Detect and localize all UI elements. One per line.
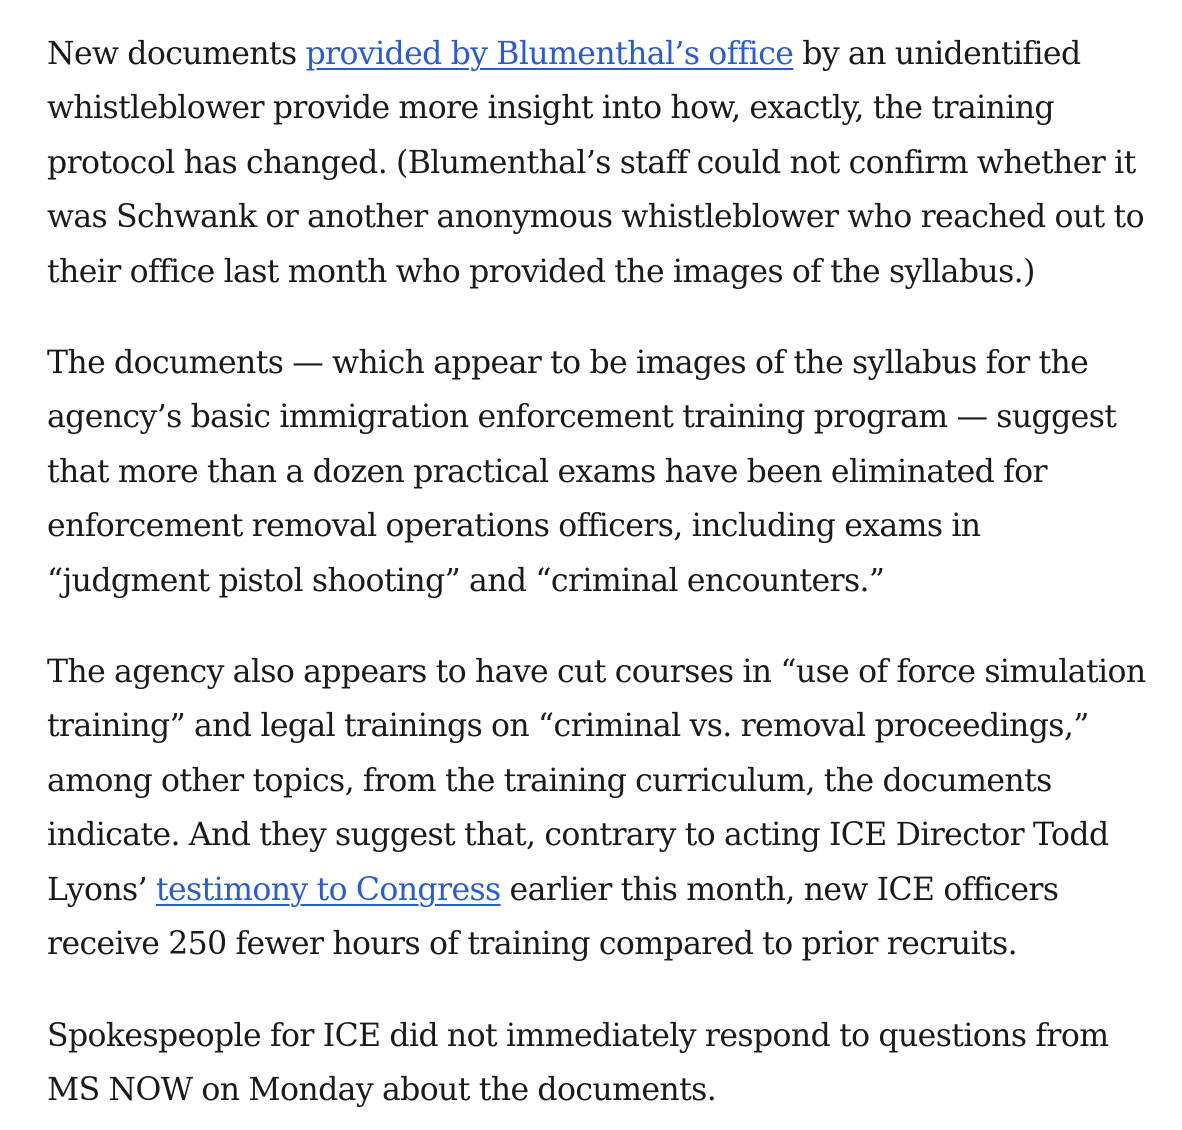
text-line: training” and legal trainings on “criminal vs. removal proceedings,” <box>47 708 1089 745</box>
text-line: Lyons’ testimony to Congress earlier this month, new ICE officers <box>47 871 1059 908</box>
text-line: that more than a dozen practical exams have been eliminated for <box>47 453 1047 490</box>
text-line: receive 250 fewer hours of training compared to prior recruits. <box>47 926 1017 963</box>
text-line: agency’s basic immigration enforcement training program — suggest <box>47 399 1117 436</box>
text-line: New documents provided by Blumenthal’s office by an unidentified <box>47 36 1081 72</box>
paragraph-new-documents <box>47 27 1172 299</box>
text-line: was Schwank or another anonymous whistleblower who reached out to <box>47 199 1144 236</box>
text-line: whistleblower provide more insight into how, exactly, the training <box>47 90 1054 127</box>
text-line: their office last month who provided the images of the syllabus.) <box>47 253 1035 290</box>
text-line: enforcement removal operations officers, including exams in <box>47 508 981 545</box>
paragraph-the-documents <box>47 336 1172 608</box>
link-testimony-to-congress[interactable]: testimony to Congress <box>155 871 501 908</box>
text-line: The agency also appears to have cut courses in “use of force simulation <box>47 654 1146 691</box>
text-line: among other topics, from the training curriculum, the documents <box>47 762 1052 799</box>
article-body <box>47 27 1172 1117</box>
text-line: The documents — which appear to be images of the syllabus for the <box>47 345 1089 382</box>
text-line: indicate. And they suggest that, contrary to acting ICE Director Todd <box>47 817 1109 854</box>
paragraph-agency-cut-courses <box>47 645 1172 971</box>
text-line: MS NOW on Monday about the documents. <box>47 1071 717 1108</box>
paragraph-spokespeople <box>47 1009 1172 1118</box>
text-line: protocol has changed. (Blumenthal’s staff could not confirm whether it <box>47 144 1136 181</box>
link-provided-by-blumenthals-office[interactable]: provided by Blumenthal’s office <box>305 36 794 72</box>
text-line: “judgment pistol shooting” and “criminal encounters.” <box>47 562 885 599</box>
text-line: Spokespeople for ICE did not immediately respond to questions from <box>47 1017 1109 1054</box>
